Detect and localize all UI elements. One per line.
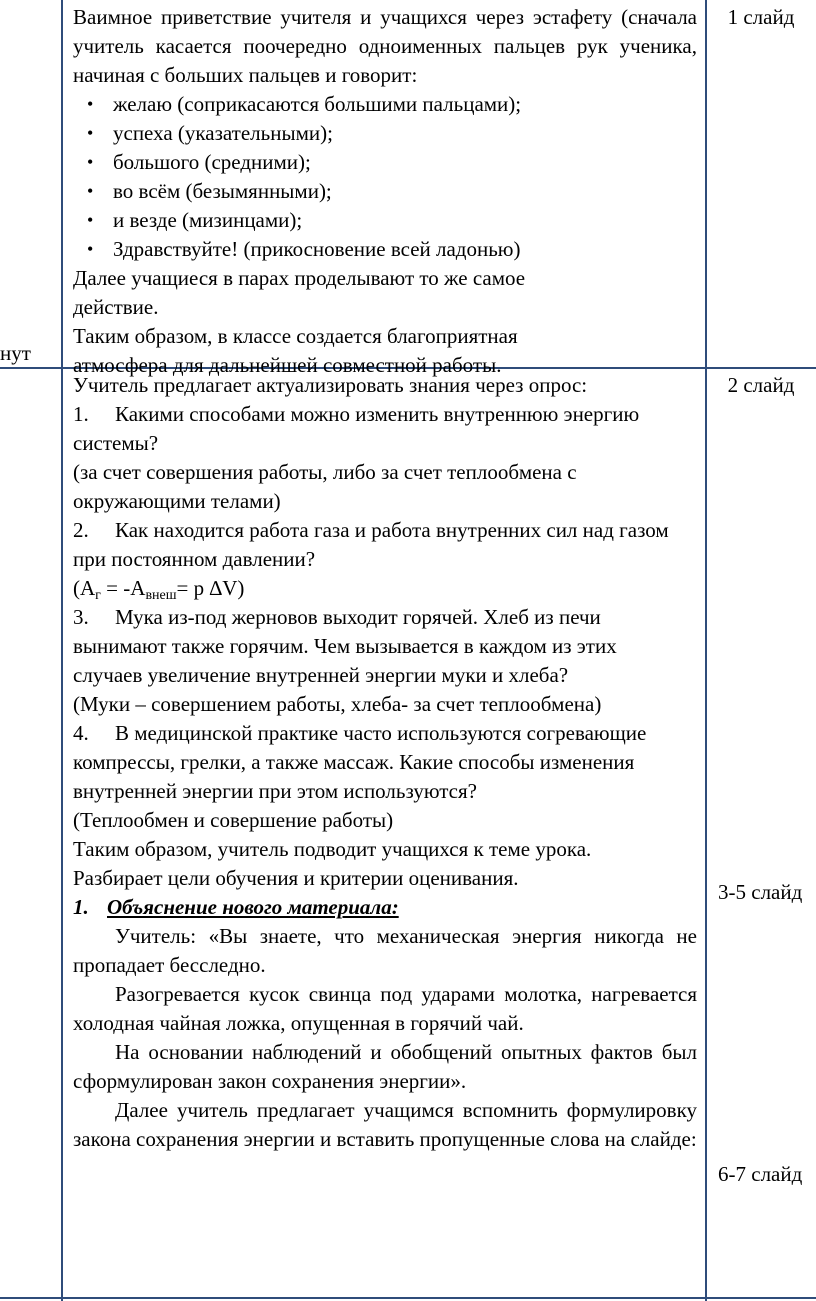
row1-after-2: Таким образом, в классе создается благоприятная атмосфера для дальнейшей совместной работы. <box>73 324 518 377</box>
list-item: • во всём (безымянными); <box>73 177 697 206</box>
row2-content <box>73 371 697 1154</box>
paragraph-2: Разогревается кусок свинца под ударами молотка, нагревается холодная чайная ложка, опущенная в горячий чай. <box>73 982 697 1035</box>
question-number: 3. <box>73 605 89 629</box>
question-number: 1. <box>73 402 89 426</box>
section-number: 1. <box>73 895 89 919</box>
list-item: • желаю (соприкасаются большими пальцами); <box>73 90 697 119</box>
question-2 <box>73 516 697 574</box>
question-number: 2. <box>73 518 89 542</box>
table-border-bottom <box>0 1297 816 1299</box>
question-1 <box>73 400 663 458</box>
answer-1: (за счет совершения работы, либо за счет теплообмена с окружающими телами) <box>73 460 577 513</box>
conclusion: Таким образом, учитель подводит учащихся к теме урока. Разбирает цели обучения и критерии оценивания. <box>73 837 592 890</box>
paragraph-3: На основании наблюдений и обобщений опытных фактов был сформулирован закон сохранения энергии». <box>73 1040 697 1093</box>
question-text: Какими способами можно изменить внутреннюю энергию системы? <box>73 402 640 455</box>
row1-intro: Ваимное приветствие учителя и учащихся через эстафету (сначала учитель касается поочередно одноименных пальцев рук ученика, начиная с больших пальцев и говорит: <box>73 5 697 87</box>
list-item: • и везде (мизинцами); <box>73 206 697 235</box>
list-item: • успеха (указательными); <box>73 119 697 148</box>
slide-label: 6-7 слайд <box>718 1162 803 1186</box>
answer-4: (Теплообмен и совершение работы) <box>73 808 394 832</box>
formula-part: = -А <box>100 576 146 600</box>
left-column-fragment: нут <box>0 341 31 365</box>
formula-part: = р ∆V) <box>176 576 245 600</box>
list-item: • большого (средними); <box>73 148 697 177</box>
slide-label: 3-5 слайд <box>718 880 803 904</box>
formula-subscript: внеш <box>145 588 177 603</box>
list-item: • Здравствуйте! (прикосновение всей ладонью) <box>73 235 697 264</box>
question-number: 4. <box>73 721 89 745</box>
table-border-left <box>61 0 63 1301</box>
question-text: Как находится работа газа и работа внутренних сил над газом при постоянном давлении? <box>73 518 669 571</box>
slide-label: 2 слайд <box>727 373 795 397</box>
question-text: В медицинской практике часто используются согревающие компрессы, грелки, а также массаж. Какие способы изменения внутренней энергии при этом используются? <box>73 721 647 803</box>
table-border-middle <box>705 0 707 1301</box>
answer-3: (Муки – совершением работы, хлеба- за счет теплообмена) <box>73 692 602 716</box>
question-4 <box>73 719 673 806</box>
section-heading <box>73 893 697 922</box>
row1-after-1: Далее учащиеся в парах проделывают то же самое действие. <box>73 266 526 319</box>
paragraph-4: Далее учитель предлагает учащимся вспомнить формулировку закона сохранения энергии и вставить пропущенные слова на слайде: <box>73 1098 697 1151</box>
question-text: Мука из-под жерновов выходит горячей. Хлеб из печи вынимают также горячим. Чем вызывается в каждом из этих случаев увеличение внутренней энергии муки и хлеба? <box>73 605 617 687</box>
greeting-list <box>73 90 697 264</box>
formula-part: (А <box>73 576 96 600</box>
section-title: Объяснение нового материала: <box>107 895 399 919</box>
paragraph-1: Учитель: «Вы знаете, что механическая энергия никогда не пропадает бесследно. <box>73 924 697 977</box>
answer-2 <box>73 574 697 603</box>
slide-label: 1 слайд <box>727 5 795 29</box>
question-3 <box>73 603 673 690</box>
row1-content <box>73 3 697 380</box>
row2-intro: Учитель предлагает актуализировать знания через опрос: <box>73 373 588 397</box>
formula-subscript: г <box>95 588 101 603</box>
